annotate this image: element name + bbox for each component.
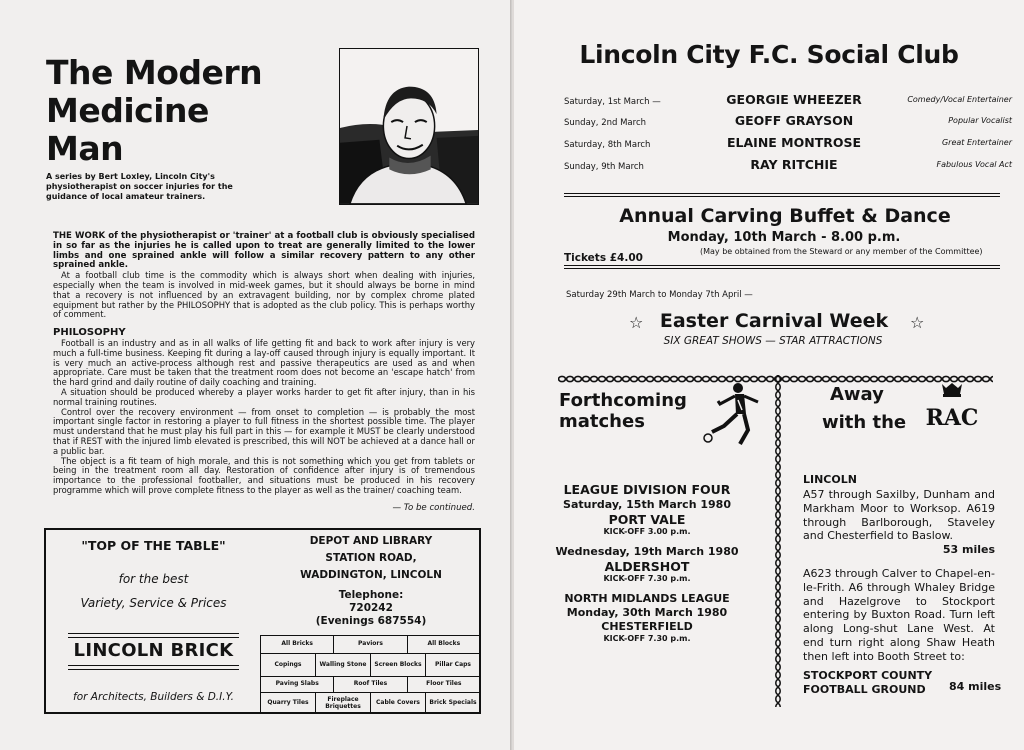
route-leg — [803, 567, 995, 664]
entertainer-role: Great Entertainer — [941, 138, 1012, 147]
advert-quote: "TOP OF THE TABLE" — [81, 538, 226, 553]
article-paragraph: At a football club time is the commodity which is always short when dealing with injuries, especially when the team is involved in mid-week games, but it should always be borne in mind that a recovery is not influenced by an extravagent building, nor by complex chrome plated equipment but rather by the PHILOSOPHY that is adopted as the club policy. This is perhaps worthy of comment. — [53, 270, 475, 320]
product-cell: Walling Stone — [316, 654, 371, 676]
heading-line: Forthcoming — [559, 390, 687, 411]
entertainer-name: GEOFF GRAYSON — [734, 113, 854, 128]
product-cell: Paviors — [334, 636, 407, 653]
article-title — [46, 54, 306, 168]
social-club-title: Lincoln City F.C. Social Club — [579, 40, 959, 69]
right-page — [514, 0, 1024, 750]
article-paragraph: Football is an industry and as in all walks of life getting fit and back to work after injury is very much a full-time business. Keeping fit during a lay-off caused through injury is equally important. It is very much an active-process although rest and passive therapeutics are used as and when appropriate. Care must be taken that the treatment room does not become an 'escape hatch' from the hard grind and daily routine of daily coaching and training. — [53, 337, 475, 388]
physiotherapist-photo — [339, 48, 479, 205]
fixture-kickoff: KICK-OFF 3.00 p.m. — [603, 527, 691, 536]
products-row — [261, 654, 480, 677]
route-destination — [803, 669, 932, 696]
forthcoming-matches-heading — [559, 390, 687, 432]
ticket-price: Tickets £4.00 — [564, 252, 643, 264]
article-paragraph: A situation should be produced whereby a player works harder to get fit after injury, than in his normal training routines. — [53, 386, 475, 407]
entertainer-name: RAY RITCHIE — [750, 157, 838, 172]
destination-distance: 84 miles — [949, 680, 1002, 693]
route-leg — [803, 488, 995, 557]
address-line: WADDINGTON, LINCOLN — [300, 569, 442, 581]
fixture-date: Wednesday, 19th March 1980 — [555, 545, 739, 558]
route-text: A57 through Saxilby, Dunham and Markham Moor to Worksop. A619 through Barlborough, Staveley and Chesterfield to Baslow. — [803, 488, 995, 543]
fixture-opponent: ALDERSHOT — [604, 559, 690, 574]
section-heading: PHILOSOPHY — [53, 327, 126, 339]
destination-line: FOOTBALL GROUND — [803, 682, 926, 696]
league-name: NORTH MIDLANDS LEAGUE — [564, 592, 730, 605]
fixture-kickoff: KICK-OFF 7.30 p.m. — [603, 634, 691, 643]
title-line: Man — [46, 129, 124, 168]
article-lead: THE WORK of the physiotherapist or 'trainer' at a football club is obviously specialised in so far as the injuries he is called upon to treat are generally limited to the lower limbs and one sprained ankle will follow a similar recovery pattern to any other sprained ankle. — [53, 231, 475, 271]
portrait-illustration — [340, 49, 478, 204]
chain-border-vertical — [775, 375, 781, 707]
product-cell: Copings — [261, 654, 316, 676]
easter-dates: Saturday 29th March to Monday 7th April — — [566, 290, 753, 300]
depot-address — [261, 533, 481, 584]
entertainer-date: Sunday, 2nd March — [564, 118, 647, 128]
fixture-opponent: PORT VALE — [608, 512, 686, 527]
easter-subtitle: SIX GREAT SHOWS — STAR ATTRACTIONS — [663, 335, 883, 347]
title-line: The Modern — [46, 53, 263, 92]
rac-logo-text: RAC — [925, 405, 979, 430]
buffet-date: Monday, 10th March - 8.00 p.m. — [667, 230, 901, 245]
fixture-opponent: CHESTERFIELD — [601, 620, 693, 633]
double-rule — [564, 265, 1000, 269]
product-cell: Cable Covers — [371, 693, 426, 714]
route-distance: 53 miles — [942, 543, 995, 557]
route-heading: LINCOLN — [803, 473, 857, 486]
divider — [68, 669, 239, 670]
advert-brand: LINCOLN BRICK — [73, 640, 234, 661]
divider — [68, 665, 239, 666]
ticket-note: (May be obtained from the Steward or any member of the Committee) — [700, 247, 983, 256]
advert-audience: for Architects, Builders & D.I.Y. — [73, 691, 234, 703]
products-row — [261, 636, 480, 654]
double-rule — [564, 193, 1000, 197]
lincoln-brick-advert — [44, 528, 481, 714]
continued-note: — To be continued. — [392, 502, 475, 513]
entertainer-name: ELAINE MONTROSE — [726, 135, 862, 150]
product-cell: Roof Tiles — [334, 677, 407, 692]
telephone-block — [261, 589, 481, 628]
product-cell: Quarry Tiles — [261, 693, 316, 714]
product-cell: All Blocks — [427, 640, 461, 648]
product-cell: All Bricks — [261, 636, 334, 653]
address-line: STATION ROAD, — [325, 552, 417, 564]
product-cell: Floor Tiles — [426, 680, 462, 688]
product-cell: Fireplace Briquettes — [316, 693, 371, 714]
article-paragraph: Control over the recovery environment — from onset to completion — is probably the most important single factor in restoring a player to full fitness in the shortest possible time. The player must understand that he must play his full part in this — for example it MUST be clearly understood that if REST with the injured limb elevated is prescribed, this will NOT be achieved at a dance hall or a public bar. — [53, 406, 475, 456]
advert-variety: Variety, Service & Prices — [80, 596, 227, 610]
divider — [68, 637, 239, 638]
article-paragraph: The object is a fit team of high morale, and this is not something which you get from tablets or being in the treatment room all day. Restoration of confidence after injury is of tremendous importance to the professional footballer, and situations must be produced in his recovery programme which will prove complete fitness to the player as well as the trainer/ coaching team. — [53, 455, 475, 495]
away-heading: with the — [822, 412, 907, 433]
easter-title: Easter Carnival Week — [659, 310, 889, 332]
evenings-number: (Evenings 687554) — [315, 615, 427, 627]
article-body — [53, 232, 475, 514]
spacer — [544, 537, 750, 545]
fixtures-list — [544, 482, 750, 644]
article-byline: A series by Bert Loxley, Lincoln City's physiotherapist on soccer injuries for the guidance of local amateur trainers. — [46, 172, 233, 201]
telephone-label: Telephone: — [338, 589, 404, 601]
entertainer-date: Saturday, 1st March — — [564, 97, 661, 107]
product-cell: Brick Specials — [429, 699, 477, 707]
heading-line: matches — [559, 411, 645, 432]
fixture-kickoff: KICK-OFF 7.30 p.m. — [603, 574, 691, 583]
entertainer-row — [564, 157, 1012, 175]
entertainer-date: Sunday, 9th March — [564, 162, 644, 172]
product-cell: Paving Slabs — [261, 677, 334, 692]
fixture-date: Monday, 30th March 1980 — [566, 606, 728, 619]
entertainer-row — [564, 92, 1012, 110]
title-line: Medicine — [46, 91, 209, 130]
star-icon: ☆ — [910, 313, 925, 332]
advert-slogan-panel — [46, 530, 261, 712]
entertainer-role: Popular Vocalist — [948, 116, 1012, 125]
away-heading: Away — [830, 384, 884, 405]
product-cell: Pillar Caps — [435, 660, 471, 668]
route-text: A623 through Calver to Chapel-en-le-Frith. A6 through Whaley Bridge and Hazelgrove to Stockport entering by Buxton Road. Turn left along Long-shut Lane West. At end turn right along Shaw Heath then left into Booth Street to: — [803, 567, 995, 663]
entertainer-row — [564, 113, 1012, 131]
rac-logo — [924, 382, 980, 430]
products-table — [260, 635, 481, 714]
product-cell: Screen Blocks — [371, 654, 426, 676]
league-name: LEAGUE DIVISION FOUR — [563, 482, 731, 497]
entertainer-row — [564, 135, 1012, 153]
divider — [68, 633, 239, 634]
entertainer-role: Fabulous Vocal Act — [936, 160, 1012, 169]
address-line: DEPOT AND LIBRARY — [309, 535, 433, 547]
advert-for-best: for the best — [118, 572, 189, 586]
star-icon: ☆ — [629, 313, 644, 332]
entertainer-name: GEORGIE WHEEZER — [726, 92, 862, 107]
telephone-number: 720242 — [349, 602, 393, 614]
products-row — [261, 677, 480, 693]
buffet-title: Annual Carving Buffet & Dance — [619, 205, 951, 227]
destination-line: STOCKPORT COUNTY — [803, 669, 933, 682]
products-row — [261, 693, 480, 714]
spacer — [544, 584, 750, 592]
fixture-date: Saturday, 15th March 1980 — [563, 498, 731, 511]
entertainer-date: Saturday, 8th March — [564, 140, 651, 150]
footballer-icon — [702, 380, 762, 448]
entertainer-role: Comedy/Vocal Entertainer — [907, 95, 1012, 104]
